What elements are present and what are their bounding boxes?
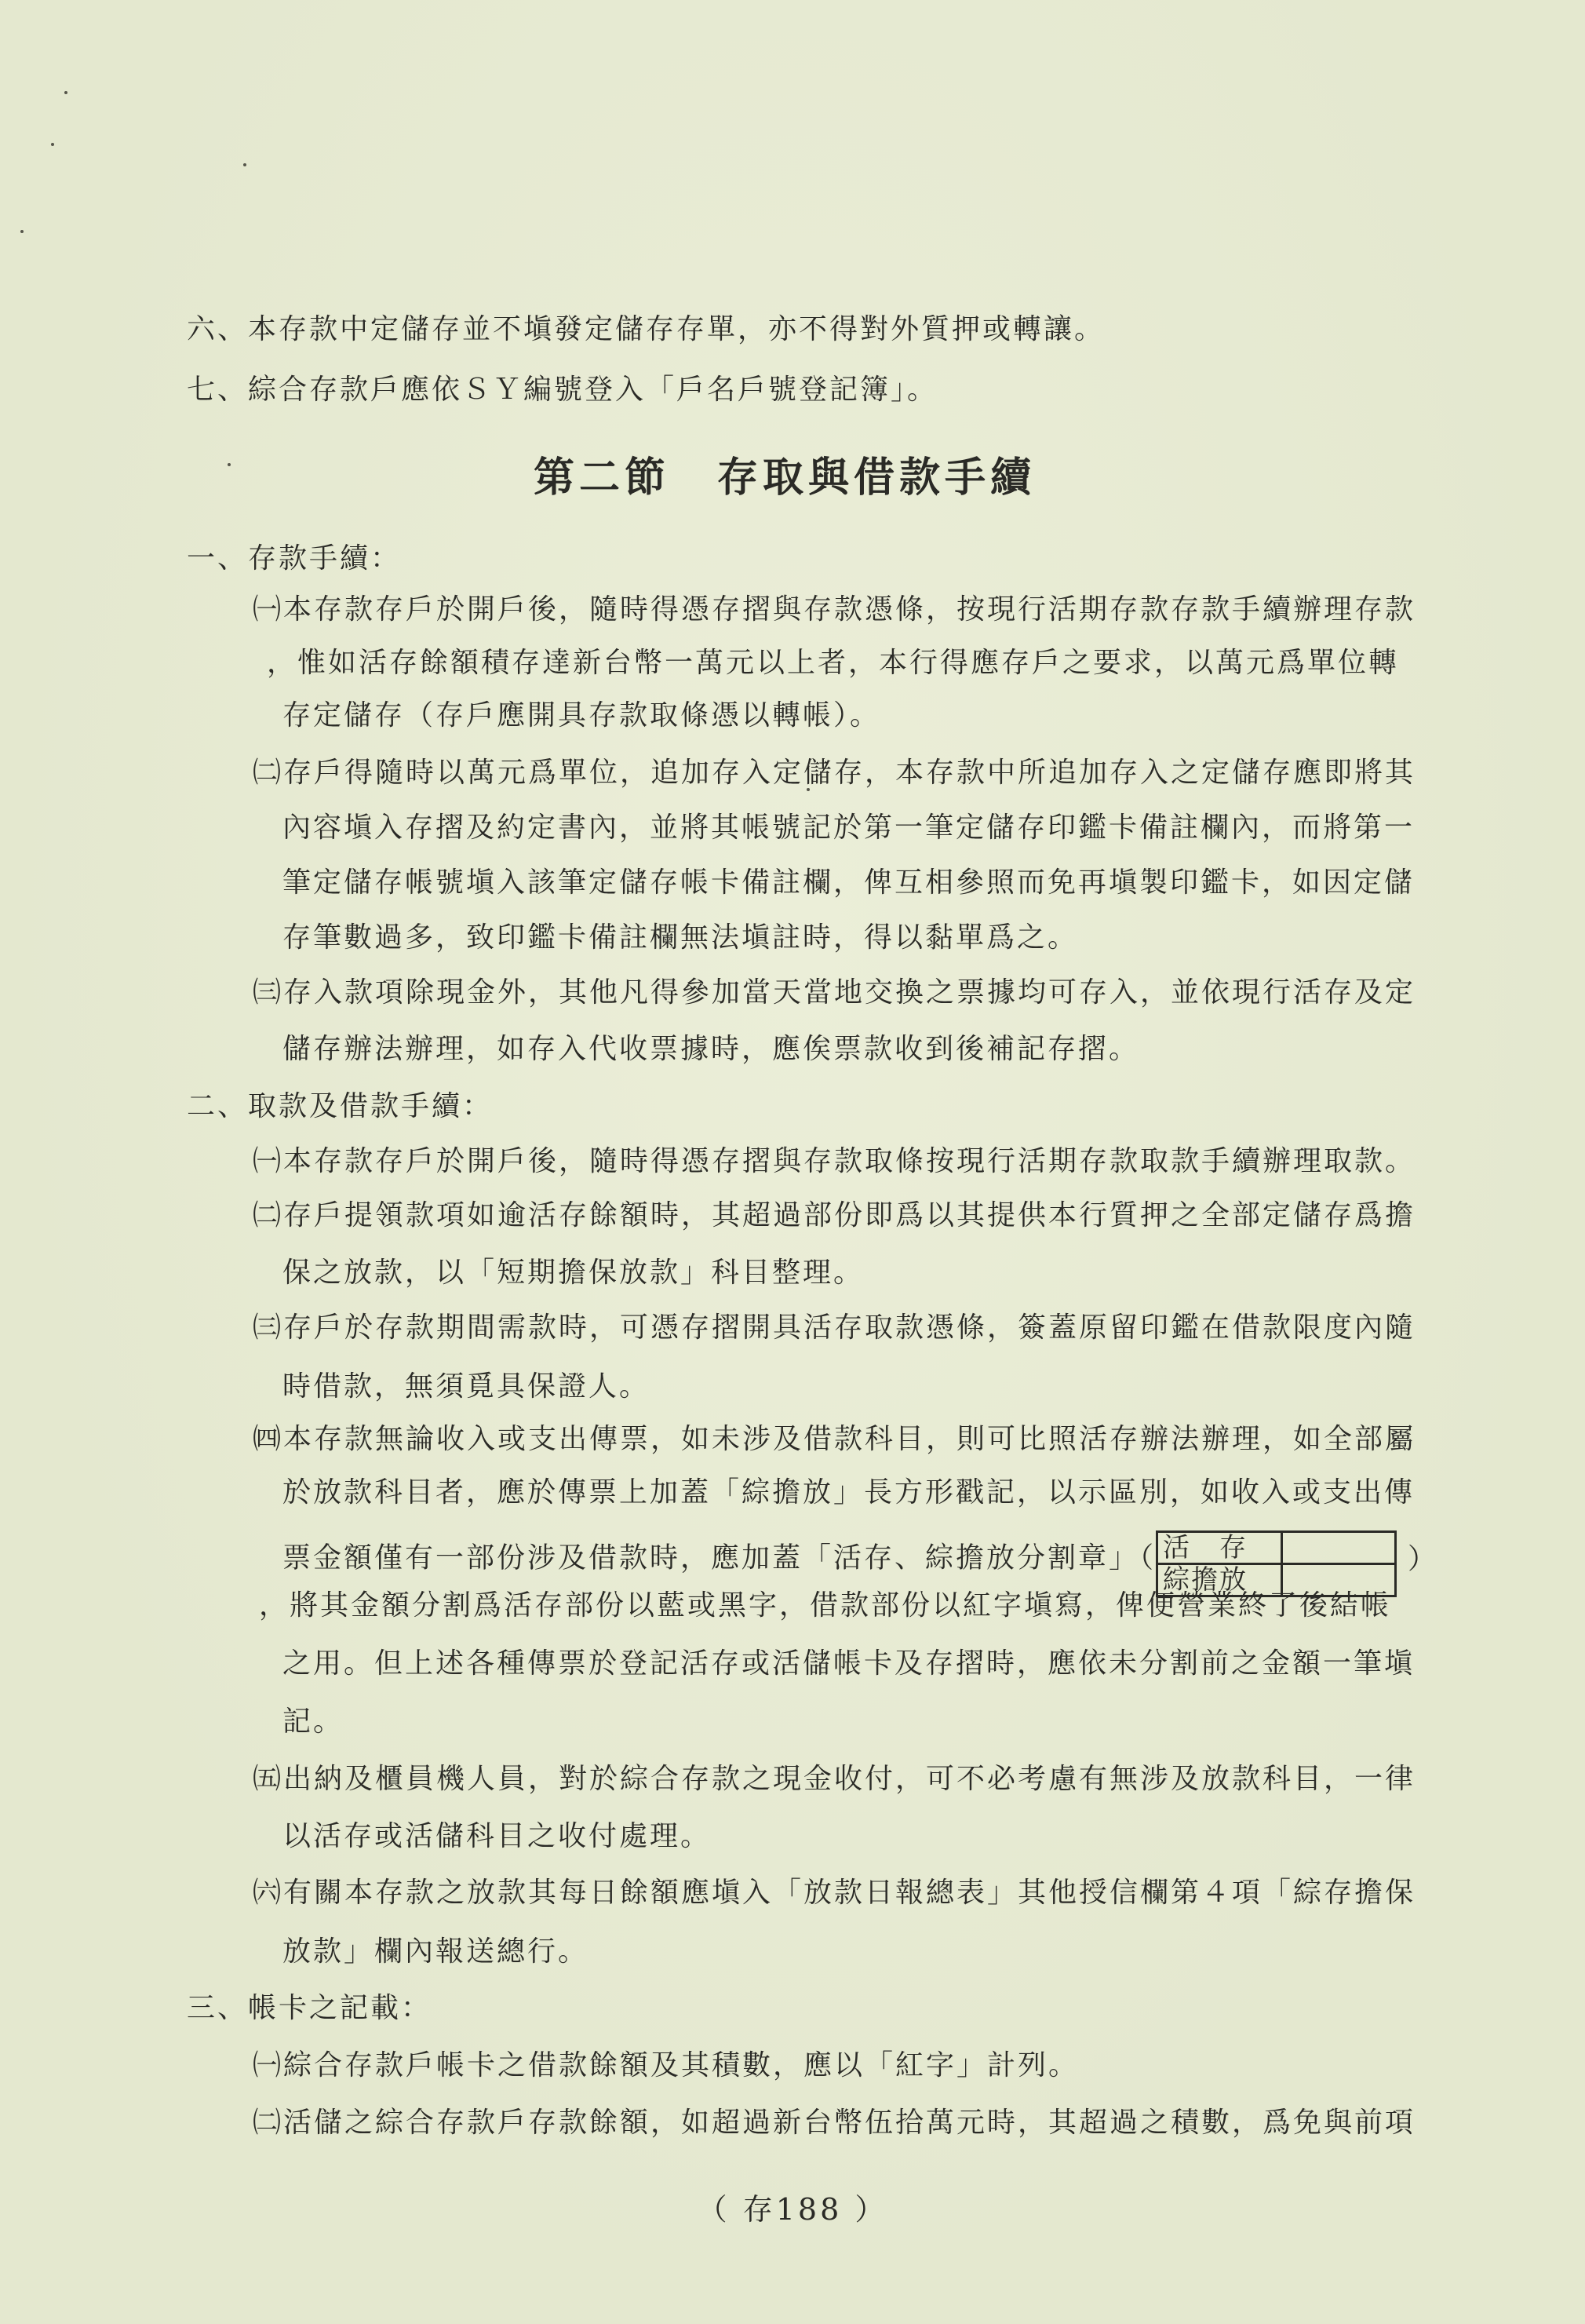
item-2-4-line-5: 之用。但上述各種傳票於登記活存或活儲帳卡及存摺時，應依未分割前之金額一筆塡 xyxy=(282,1647,1416,1680)
item-1-1-line-1: ㈠本存款存戶於開戶後，隨時得憑存摺與存款憑條，按現行活期存款存款手續辦理存款 xyxy=(253,593,1416,626)
item-1-2-line-2: 內容塡入存摺及約定書內，並將其帳號記於第一筆定儲存印鑑卡備註欄內，而將第一 xyxy=(282,812,1416,844)
item-2-6-line-2: 放款」欄內報送總行。 xyxy=(282,1935,589,1968)
item-2-1-line-1: ㈠本存款存戶於開戶後，隨時得憑存摺與存款取條按現行活期存款取款手續辦理取款。 xyxy=(253,1145,1416,1177)
item-2-3-line-2: 時借款，無須覓具保證人。 xyxy=(282,1370,650,1403)
item-2-3-line-1: ㈢存戶於存款期間需款時，可憑存摺開具活存取款憑條，簽蓋原留印鑑在借款限度內隨 xyxy=(253,1312,1416,1344)
paper-speck xyxy=(243,163,246,166)
item-2-4-line-4: ，將其金額分割爲活存部份以藍或黑字，借款部份以紅字塡寫，俾便營業終了後結帳 xyxy=(259,1589,1392,1622)
item-1-2-line-4: 存筆數過多，致印鑑卡備註欄無法塡註時，得以黏單爲之。 xyxy=(282,921,1079,954)
item-3-1-line-1: ㈠綜合存款戶帳卡之借款餘額及其積數，應以「紅字」計列。 xyxy=(253,2049,1080,2081)
item-2-5-line-1: ㈤出納及櫃員機人員，對於綜合存款之現金收付，可不必考慮有無涉及放款科目，一律 xyxy=(253,1763,1416,1795)
page-number: （ 存188 ） xyxy=(697,2192,888,2227)
pre-item-7: 七、綜合存款戶應依ＳＹ編號登入「戶名戶號登記簿」。 xyxy=(187,374,938,406)
paper-speck xyxy=(228,463,231,466)
item-2-2-line-2: 保之放款，以「短期擔保放款」科目整理。 xyxy=(282,1257,865,1289)
stamp-blank-cell xyxy=(1282,1532,1396,1564)
item-2-4-line-2: 於放款科目者，應於傳票上加蓋「綜擔放」長方形戳記，以示區別，如收入或支出傳 xyxy=(282,1476,1416,1509)
item-1-3-line-2: 儲存辦法辦理，如存入代收票據時，應俟票款收到後補記存摺。 xyxy=(282,1033,1140,1065)
item-1-1-line-3: 存定儲存（存戶應開具存款取條憑以轉帳）。 xyxy=(282,699,881,731)
item-3-2-line-1: ㈡活儲之綜合存款戶存款餘額，如超過新台幣伍拾萬元時，其超過之積數，爲免與前項 xyxy=(253,2107,1416,2139)
item-1-2-line-3: 筆定儲存帳號塡入該筆定儲存帳卡備註欄，俾互相參照而免再塡製印鑑卡，如因定儲 xyxy=(282,866,1416,899)
item-1-2-line-1: ㈡存戶得隨時以萬元爲單位，追加存入定儲存，本存款中所追加存入之定儲存應即將其 xyxy=(253,757,1416,789)
subsection-heading-1: 一、存款手續： xyxy=(187,542,402,575)
pre-item-6: 六、本存款中定儲存並不塡發定儲存存單，亦不得對外質押或轉讓。 xyxy=(187,313,1106,345)
item-2-4-line-3-text: 票金額僅有一部份涉及借款時，應加蓋「活存、綜擔放分割章」（ xyxy=(282,1541,1157,1574)
subsection-heading-2: 二、取款及借款手續： xyxy=(187,1090,494,1122)
item-2-5-line-2: 以活存或活儲科目之收付處理。 xyxy=(282,1820,712,1852)
item-2-6-line-1: ㈥有關本存款之放款其每日餘額應塡入「放款日報總表」其他授信欄第４項「綜存擔保 xyxy=(253,1877,1416,1909)
item-1-3-line-1: ㈢存入款項除現金外，其他凡得參加當天當地交換之票據均可存入，並依現行活存及定 xyxy=(253,976,1416,1009)
subsection-heading-3: 三、帳卡之記載： xyxy=(187,1992,432,2024)
section-title-text: 存取與借款手續 xyxy=(717,454,1037,502)
section-number: 第二節 xyxy=(534,454,671,502)
item-2-4-line-1: ㈣本存款無論收入或支出傳票，如未涉及借款科目，則可比照活存辦法辦理，如全部屬 xyxy=(253,1423,1416,1455)
split-stamp-box xyxy=(1156,1530,1397,1597)
item-1-1-line-2: ，惟如活存餘額積存達新台幣一萬元以上者，本行得應存戶之要求，以萬元爲單位轉 xyxy=(267,647,1400,679)
paper-speck xyxy=(20,230,24,233)
paper-speck xyxy=(64,91,67,94)
stamp-label-active-deposit: 活存 xyxy=(1157,1532,1282,1564)
section-title xyxy=(534,444,1036,503)
stamp-label-secured-loan: 綜擔放 xyxy=(1157,1564,1282,1596)
paper-speck xyxy=(51,143,54,146)
item-2-4-line-6: 記。 xyxy=(282,1706,344,1738)
item-2-2-line-1: ㈡存戶提領款項如逾活存餘額時，其超過部份即爲以其提供本行質押之全部定儲存爲擔 xyxy=(253,1199,1416,1231)
stamp-close-paren: ） xyxy=(1408,1542,1439,1575)
item-2-4-line-3 xyxy=(282,1526,1439,1596)
